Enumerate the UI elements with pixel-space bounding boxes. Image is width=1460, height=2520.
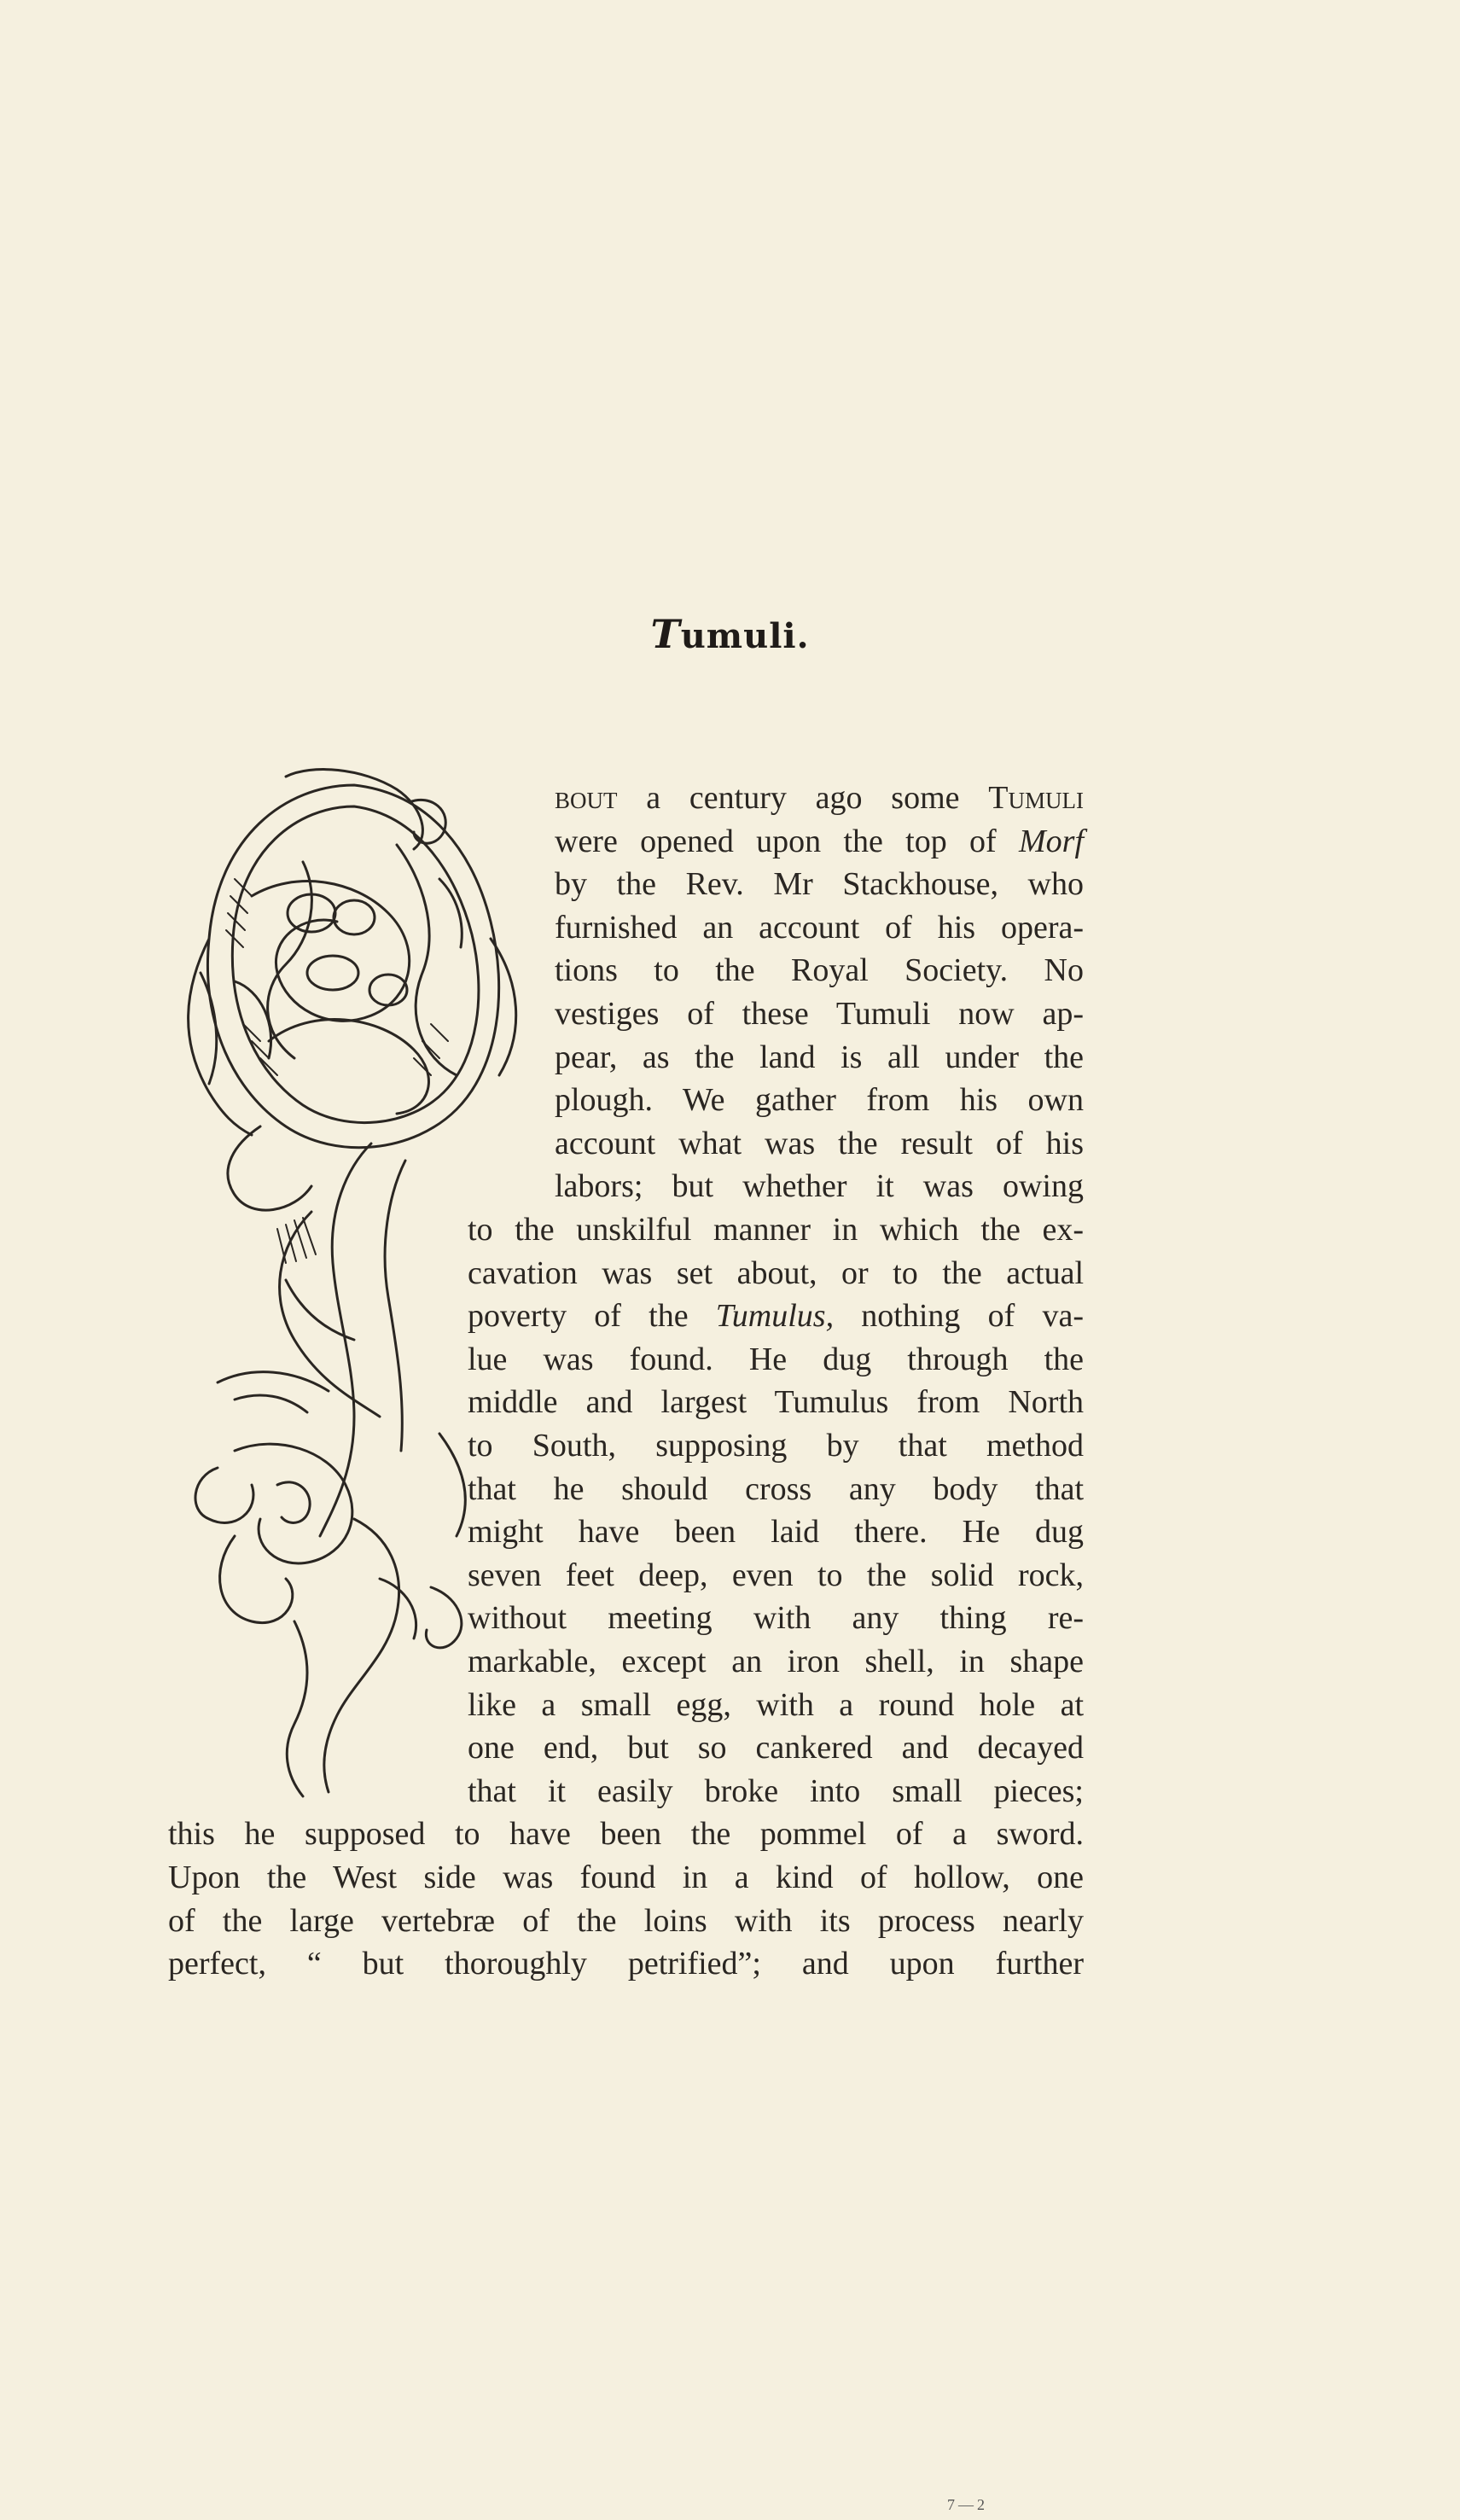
text-line xyxy=(168,1942,1084,1985)
text-line xyxy=(468,1295,1084,1337)
text-span: lue was found. He dug through the xyxy=(468,1341,1084,1377)
text-line xyxy=(468,1640,1084,1683)
text-line xyxy=(555,1122,1084,1165)
text-span: cavation was set about, or to the actual xyxy=(468,1254,1084,1291)
text-line xyxy=(555,949,1084,992)
text-line xyxy=(468,1726,1084,1769)
text-span: Upon the West side was found in a kind of hollow, one xyxy=(168,1859,1084,1895)
text-span: seven feet deep, even to the solid rock, xyxy=(468,1557,1084,1593)
text-span: poverty of the xyxy=(468,1298,716,1335)
text-span: without meeting with any thing re- xyxy=(468,1600,1084,1637)
text-line xyxy=(468,1554,1084,1597)
text-span: plough. We gather from his own xyxy=(555,1082,1084,1119)
title-initial: T xyxy=(650,611,681,657)
text-span: bout xyxy=(555,780,618,816)
text-span: tions to the Royal Society. No xyxy=(555,952,1084,989)
text-line xyxy=(468,1468,1084,1510)
text-line xyxy=(555,820,1084,863)
text-span: one end, but so cankered and decayed xyxy=(468,1730,1084,1766)
text-span: Tumuli xyxy=(988,780,1084,816)
text-line xyxy=(555,1165,1084,1208)
text-line xyxy=(468,1252,1084,1295)
text-line xyxy=(168,1813,1084,1855)
text-span: pear, as the land is all under the xyxy=(555,1039,1084,1075)
text-span: vestiges of these Tumuli now ap- xyxy=(555,996,1084,1032)
text-span: to the unskilful manner in which the ex- xyxy=(468,1212,1084,1248)
text-span: this he supposed to have been the pommel of a sword. xyxy=(168,1816,1084,1853)
text-line xyxy=(168,1856,1084,1899)
text-span: to South, supposing by that method xyxy=(468,1428,1084,1464)
text-span: of the large vertebræ of the loins with its process nearly xyxy=(168,1902,1084,1939)
text-span: account what was the result of his xyxy=(555,1125,1084,1161)
text-line xyxy=(468,1381,1084,1423)
text-line xyxy=(555,777,1084,819)
text-span: a century ago some xyxy=(617,780,989,816)
text-line xyxy=(555,992,1084,1035)
text-span: were opened upon the top of xyxy=(555,823,1019,859)
text-line xyxy=(555,1079,1084,1121)
text-span: perfect, “ but thoroughly petrified”; and upon further xyxy=(168,1946,1084,1982)
text-span: by the Rev. Mr Stackhouse, who xyxy=(555,866,1084,903)
text-line xyxy=(468,1770,1084,1813)
text-span: labors; but whether it was owing xyxy=(555,1168,1084,1205)
text-span: furnished an account of his opera- xyxy=(555,909,1084,946)
text-span: middle and largest Tumulus from North xyxy=(468,1384,1084,1421)
text-line xyxy=(555,906,1084,949)
text-line xyxy=(468,1338,1084,1381)
text-line xyxy=(168,1900,1084,1942)
text-span: markable, except an iron shell, in shape xyxy=(468,1644,1084,1679)
text-line xyxy=(468,1424,1084,1467)
text-span: nothing of va- xyxy=(834,1298,1084,1335)
text-span: might have been laid there. He dug xyxy=(468,1514,1084,1551)
title-rest: umuli. xyxy=(680,616,810,656)
text-span: that it easily broke into small pieces; xyxy=(468,1772,1084,1809)
text-line xyxy=(468,1597,1084,1639)
page-title xyxy=(0,611,1460,657)
text-span: like a small egg, with a round hole at xyxy=(468,1686,1084,1723)
text-span: Tumulus, xyxy=(715,1298,835,1335)
text-line xyxy=(468,1510,1084,1553)
text-span: Morf xyxy=(1019,823,1084,859)
text-line xyxy=(468,1208,1084,1251)
text-span: that he should cross any body that xyxy=(468,1470,1084,1507)
text-line xyxy=(555,1036,1084,1079)
text-line xyxy=(468,1684,1084,1726)
signature-mark: 7—2 xyxy=(947,2496,988,2513)
text-line xyxy=(555,863,1084,905)
